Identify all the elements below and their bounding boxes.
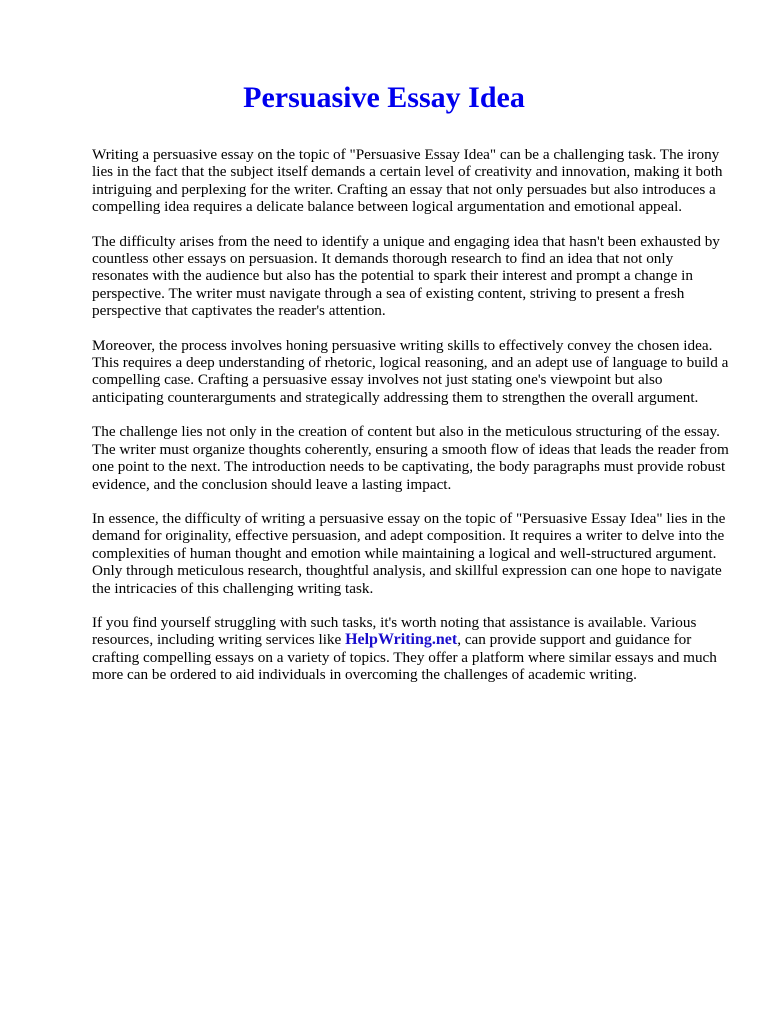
paragraph-6 (92, 614, 732, 684)
paragraph-1: Writing a persuasive essay on the topic of "Persuasive Essay Idea" can be a challenging task. The irony lies in the fact that the subject itself demands a certain level of creativity and innovation, making it both intriguing and perplexing for the writer. Crafting an essay that not only persuades but also introduces a compelling idea requires a delicate balance between logical argumentation and emotional appeal. (92, 146, 723, 216)
paragraph-5: In essence, the difficulty of writing a persuasive essay on the topic of "Persuasive Essay Idea" lies in the demand for originality, effective persuasion, and adept composition. It requires a writer to delve into the complexities of human thought and emotion while maintaining a logical and well-structured argument. Only through meticulous research, thoughtful analysis, and skillful expression can one hope to navigate the intricacies of this challenging writing task. (92, 509, 726, 597)
paragraph-4: The challenge lies not only in the creation of content but also in the meticulous structuring of the essay. The writer must organize thoughts coherently, ensuring a smooth flow of ideas that leads the reader from one point to the next. The introduction needs to be captivating, the body paragraphs must provide robust evidence, and the conclusion should leave a lasting impact. (92, 423, 729, 493)
paragraph-3: Moreover, the process involves honing persuasive writing skills to effectively convey the chosen idea. This requires a deep understanding of rhetoric, logical reasoning, and an adept use of language to build a compelling case. Crafting a persuasive essay involves not just stating one's viewpoint but also anticipating counterarguments and strategically addressing them to strengthen the overall argument. (92, 336, 729, 406)
helpwriting-link[interactable]: HelpWriting.net (345, 631, 458, 649)
paragraph-6-text-after-link: , can provide support and guidance for crafting compelling essays on a variety of topics. They offer a platform where similar essays and much more can be ordered to aid individuals in overcoming the challenges of academic writing. (92, 631, 717, 684)
paragraph-6-text-before-link: If you find yourself struggling with such tasks, it's worth noting that assistance is available. Various resources, including writing services like (92, 613, 697, 649)
paragraph-2: The difficulty arises from the need to identify a unique and engaging idea that hasn't been exhausted by countless other essays on persuasion. It demands thorough research to find an idea that not only resonates with the audience but also has the potential to spark their interest and prompt a change in perspective. The writer must navigate through a sea of existing content, striving to present a fresh perspective that captivates the reader's attention. (92, 232, 720, 320)
page-title: Persuasive Essay Idea (243, 81, 525, 114)
